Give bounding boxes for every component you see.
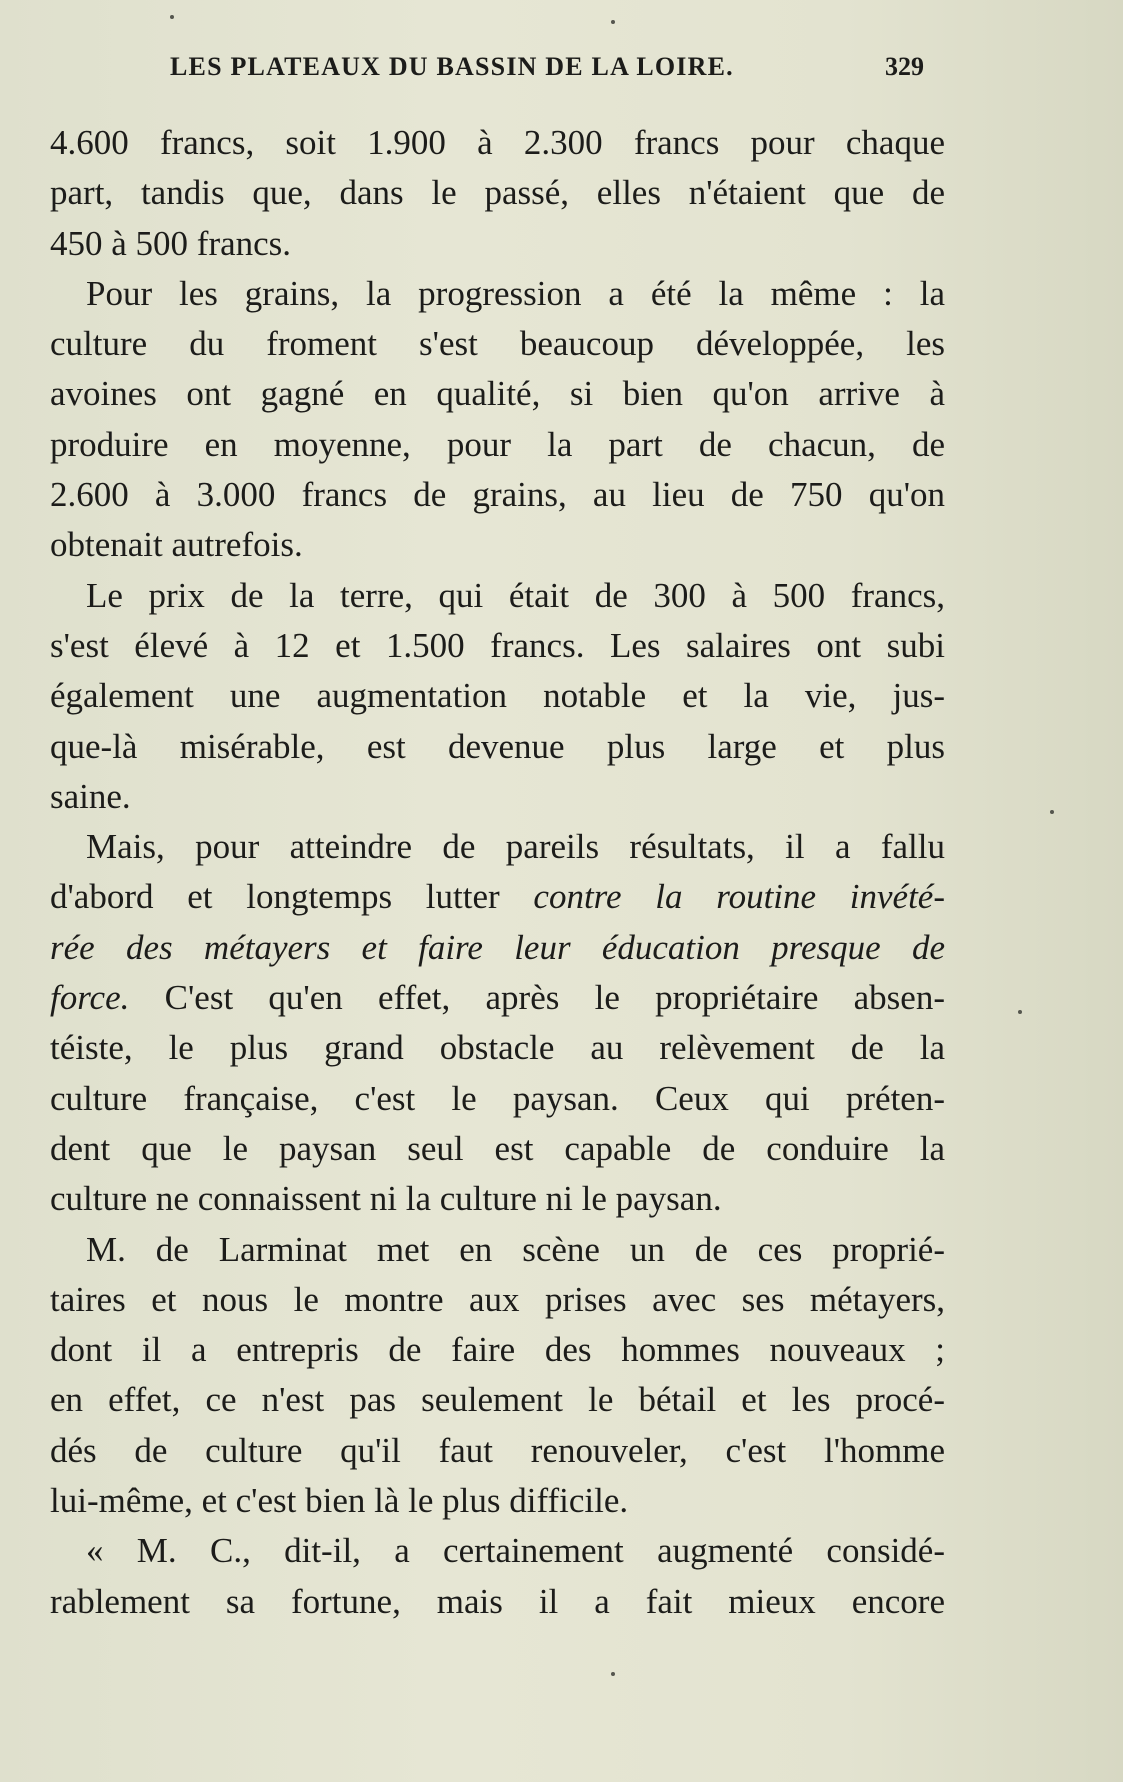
text-line: dés de culture qu'il faut renouveler, c'est l'homme	[50, 1430, 945, 1470]
text-segment: d'abord et longtemps lutter	[50, 877, 500, 917]
page-header	[0, 52, 1123, 92]
paragraph-first-line: Mais, pour atteindre de pareils résultats, il a fallu	[86, 827, 945, 867]
paragraph-first-line: « M. C., dit-il, a certainement augmenté considé-	[86, 1531, 945, 1571]
text-line: 4.600 francs, soit 1.900 à 2.300 francs pour chaque	[50, 123, 945, 162]
text-line: 2.600 à 3.000 francs de grains, au lieu de 750 qu'on	[50, 475, 945, 515]
text-line: dont il a entrepris de faire des hommes nouveaux ;	[50, 1330, 945, 1370]
paper-speck	[611, 1672, 615, 1676]
page-number: 329	[885, 52, 924, 81]
paper-speck	[611, 20, 615, 24]
text-line: obtenait autrefois.	[50, 525, 303, 565]
paragraph-first-line: Le prix de la terre, qui était de 300 à 500 francs,	[86, 575, 945, 615]
text-line: produire en moyenne, pour la part de chacun, de	[50, 424, 945, 464]
text-line: taires et nous le montre aux prises avec ses métayers,	[50, 1279, 945, 1319]
text-line: téiste, le plus grand obstacle au relèvement de la	[50, 1028, 945, 1068]
paper-speck	[1050, 810, 1054, 814]
text-line: culture ne connaissent ni la culture ni le paysan.	[50, 1179, 722, 1219]
text-line: saine.	[50, 776, 131, 816]
paragraph-first-line: M. de Larminat met en scène un de ces proprié-	[86, 1229, 945, 1269]
body-text	[50, 118, 945, 1627]
italic-text-line: rée des métayers et faire leur éducation presque de	[50, 927, 945, 967]
paragraph-first-line: Pour les grains, la progression a été la même : la	[86, 273, 945, 313]
text-line: part, tandis que, dans le passé, elles n'étaient que de	[50, 173, 945, 213]
text-segment: C'est qu'en effet, après le propriétaire absen-	[164, 978, 945, 1018]
text-line	[50, 973, 945, 1023]
paper-speck	[1018, 1010, 1022, 1014]
text-line: avoines ont gagné en qualité, si bien qu'on arrive à	[50, 374, 945, 414]
running-title: LES PLATEAUX DU BASSIN DE LA LOIRE.	[170, 52, 734, 81]
text-line: culture française, c'est le paysan. Ceux qui préten-	[50, 1078, 945, 1118]
text-line: 450 à 500 francs.	[50, 223, 292, 263]
text-line: également une augmentation notable et la vie, jus-	[50, 676, 945, 716]
text-line: que-là misérable, est devenue plus large et plus	[50, 726, 945, 766]
text-line: s'est élevé à 12 et 1.500 francs. Les salaires ont subi	[50, 625, 945, 665]
paper-speck	[170, 15, 174, 19]
text-line	[50, 872, 945, 922]
text-line: rablement sa fortune, mais il a fait mieux encore	[50, 1581, 945, 1621]
text-line: en effet, ce n'est pas seulement le bétail et les procé-	[50, 1380, 945, 1420]
italic-text-segment: force.	[50, 978, 130, 1018]
text-line: dent que le paysan seul est capable de conduire la	[50, 1128, 945, 1168]
text-line: lui-même, et c'est bien là le plus difficile.	[50, 1481, 629, 1521]
text-line: culture du froment s'est beaucoup développée, les	[50, 324, 945, 364]
italic-text-segment: contre la routine invété-	[533, 877, 945, 917]
